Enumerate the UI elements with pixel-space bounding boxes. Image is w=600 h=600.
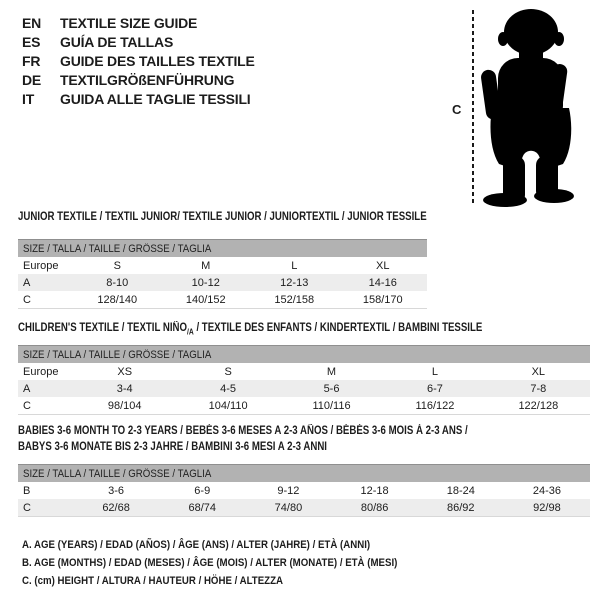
note-text: B. AGE (MONTHS) / EDAD (MESES) / ÂGE (MOIS) / ALTER (MONATE) / ETÀ (MESI) <box>22 557 398 569</box>
size-col-header: XL <box>376 259 390 272</box>
size-cell: 14-16 <box>368 276 397 289</box>
table-row-age-months <box>18 482 590 499</box>
size-col-header: S <box>224 365 232 378</box>
table-row-age <box>18 380 590 397</box>
note-text: A. AGE (YEARS) / EDAD (AÑOS) / ÂGE (ANS) / ALTER (JAHRE) / ETÀ (ANNI) <box>22 539 371 551</box>
babies-section-title-text1: BABIES 3-6 MONTH TO 2-3 YEARS / BEBÉS 3-6 MESES A 2-3 AÑOS / BÉBÉS 3-6 MOIS À 2-3 ANS / <box>18 425 468 437</box>
row-label: C <box>23 399 31 412</box>
language-title-list <box>22 14 255 109</box>
size-cell: 3-6 <box>108 484 125 497</box>
junior-section-title-text: JUNIOR TEXTILE / TEXTIL JUNIOR/ TEXTILE JUNIOR / JUNIORTEXTIL / JUNIOR TESSILE <box>18 211 427 223</box>
height-measure-label: C <box>452 102 462 117</box>
babies-size-table <box>18 464 590 517</box>
babies-section-title-line1 <box>18 425 553 437</box>
size-cell: 104/110 <box>208 399 248 412</box>
note-text: C. (cm) HEIGHT / ALTURA / HAUTEUR / HÖHE / ALTEZZA <box>22 575 284 587</box>
size-col-header: S <box>113 259 121 272</box>
size-cell: 74/80 <box>274 501 303 514</box>
size-cell: 6-9 <box>194 484 211 497</box>
babies-section-title-text2: BABYS 3-6 MONATE BIS 2-3 JAHRE / BAMBINI 3-6 MESI A 2-3 ANNI <box>18 441 327 453</box>
height-measure-dashed-line <box>472 10 474 206</box>
lang-row-en <box>22 14 255 33</box>
size-cell: 158/170 <box>362 293 403 306</box>
lang-code: DE <box>22 72 42 88</box>
region-label: Europe <box>23 365 59 378</box>
lang-row-es <box>22 33 255 52</box>
table-row-height <box>18 499 590 516</box>
region-label: Europe <box>23 259 59 272</box>
children-section-title <box>18 322 571 336</box>
table-row-age <box>18 274 427 291</box>
table-row-region <box>18 257 427 274</box>
size-cell: 116/122 <box>415 399 455 412</box>
size-cell: 62/68 <box>102 501 130 514</box>
size-col-header: L <box>291 259 298 272</box>
size-cell: 122/128 <box>518 399 559 412</box>
legend-notes <box>22 536 449 590</box>
size-col-header: L <box>431 365 438 378</box>
size-cell: 5-6 <box>323 382 340 395</box>
lang-title: GUÍA DE TALLAS <box>60 34 174 50</box>
size-cell: 86/92 <box>447 501 475 514</box>
junior-size-table <box>18 239 427 309</box>
size-header-band <box>18 239 427 257</box>
lang-title: TEXTILGRÖßENFÜHRUNG <box>60 72 235 88</box>
title-part: / TEXTILE DES ENFANTS / KINDERTEXTIL / BAMBINI TESSILE <box>193 322 483 334</box>
size-header-band <box>18 345 590 363</box>
lang-code: IT <box>22 91 35 107</box>
table-row-height <box>18 291 427 308</box>
row-label: B <box>23 484 31 497</box>
size-col-header: M <box>326 365 337 378</box>
size-cell: 4-5 <box>220 382 237 395</box>
note-height-cm <box>22 572 449 590</box>
size-cell: 10-12 <box>191 276 220 289</box>
babies-section-title-line2 <box>18 441 386 453</box>
lang-title: GUIDA ALLE TAGLIE TESSILI <box>60 91 251 107</box>
note-age-years <box>22 536 449 554</box>
size-cell: 9-12 <box>277 484 300 497</box>
junior-section-title <box>18 211 504 223</box>
size-cell: 6-7 <box>426 382 443 395</box>
row-label: A <box>23 382 31 395</box>
lang-code: ES <box>22 34 41 50</box>
children-section-title-text <box>18 322 482 336</box>
size-cell: 98/104 <box>107 399 142 412</box>
lang-row-de <box>22 71 255 90</box>
size-cell: 24-36 <box>532 484 562 497</box>
lang-code: EN <box>22 15 42 31</box>
size-cell: 12-13 <box>280 276 309 289</box>
size-cell: 80/86 <box>360 501 389 514</box>
lang-code: FR <box>22 53 41 69</box>
toddler-silhouette-icon <box>478 8 580 213</box>
lang-row-fr <box>22 52 255 71</box>
size-col-header: M <box>201 259 211 272</box>
size-cell: 18-24 <box>446 484 475 497</box>
lang-title: GUIDE DES TAILLES TEXTILE <box>60 53 255 69</box>
size-header-text: SIZE / TALLA / TAILLE / GRÖSSE / TAGLIA <box>23 467 212 480</box>
row-label: C <box>23 501 31 514</box>
lang-title: TEXTILE SIZE GUIDE <box>60 15 198 31</box>
table-row-height <box>18 397 590 414</box>
size-header-band <box>18 464 590 482</box>
row-label: A <box>23 276 31 289</box>
note-age-months <box>22 554 449 572</box>
row-label: C <box>23 293 31 306</box>
size-cell: 110/116 <box>312 399 351 412</box>
title-part: CHILDREN'S TEXTILE / TEXTIL NIÑO <box>18 322 188 334</box>
size-cell: 3-4 <box>116 382 133 395</box>
size-header-text: SIZE / TALLA / TAILLE / GRÖSSE / TAGLIA <box>23 242 212 255</box>
size-cell: 7-8 <box>530 382 547 395</box>
size-cell: 128/140 <box>97 293 138 306</box>
size-col-header: XS <box>117 365 133 378</box>
size-cell: 12-18 <box>360 484 389 497</box>
title-subscript: /A <box>187 327 194 337</box>
size-cell: 68/74 <box>188 501 217 514</box>
size-cell: 152/158 <box>274 293 315 306</box>
size-header-text: SIZE / TALLA / TAILLE / GRÖSSE / TAGLIA <box>23 348 212 361</box>
table-row-region <box>18 363 590 380</box>
size-col-header: XL <box>531 365 546 378</box>
size-cell: 92/98 <box>533 501 561 514</box>
children-size-table <box>18 345 590 415</box>
lang-row-it <box>22 90 255 109</box>
size-cell: 140/152 <box>185 293 226 306</box>
size-cell: 8-10 <box>106 276 129 289</box>
